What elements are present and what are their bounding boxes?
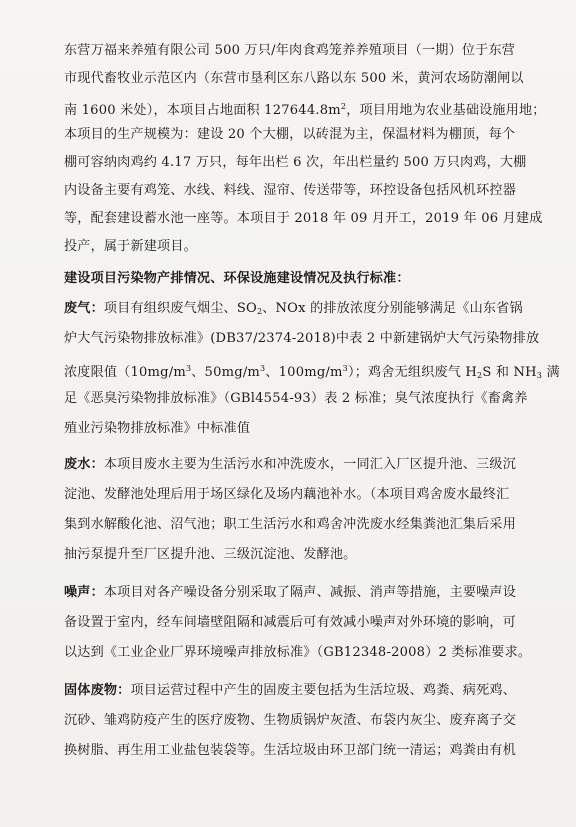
text-line [64,238,197,256]
text-line [64,456,516,474]
text-line [64,614,516,632]
text-run: 炉大气污染物排放标准》(DB37/2374-2018)中表 2 中新建锅炉大气污染物排放 [64,331,540,346]
text-run: 东营万福来养殖有限公司 500 万只/年肉食鸡笼养养殖项目（一期）位于东营 [64,43,516,58]
text-run: 本项目对各产噪设备分别采取了隔声、减振、消声等措施，主要噪声设 [103,585,516,600]
text-run: 换树脂、再生用工业盐包装袋等。生活垃圾由环卫部门统一清运；鸡粪由有机 [64,743,516,758]
text-run: 集到水解酸化池、沼气池；职工生活污水和鸡舍冲洗废水经集粪池汇集后采用 [64,517,516,532]
text-run: 3 [536,371,543,380]
text-run: 固体废物： [64,683,131,698]
text-line [64,390,528,408]
text-line [64,682,516,700]
text-run: 备设置于室内，经车间墙壁阻隔和减震后可有效减小噪声对外环境的影响，可 [64,615,516,630]
text-run: 南 1600 米处），本项目占地面积 127644.8m [64,103,341,118]
text-line [64,126,515,144]
text-run: 3 [342,364,348,373]
text-run: 2 [256,307,263,316]
text-run: 市现代畜牧业示范区内（东营市垦利区东八路以东 500 米，黄河农场防潮闸以 [64,71,524,86]
text-run: 抽污泵提升至厂区提升池、三级沉淀池、发酵池。 [64,547,357,562]
text-run: 淀池、发酵池处理后用于场区绿化及场内藕池补水。（本项目鸡舍废水最终汇 [64,487,510,502]
text-line [64,742,516,760]
text-line [64,546,356,564]
text-run: 足《恶臭污染物排放标准》（GBl4554-93）表 2 标准；臭气浓度执行《畜禽养 [64,391,528,406]
text-run: 、NOx 的排放浓度分别能够满足《山东省锅 [262,301,523,316]
text-run: 、100mg/m [265,365,343,380]
text-run: S 和 NH [482,365,537,380]
text-run: ）；鸡舍无组织废气 H [347,365,478,380]
text-line [64,210,543,228]
text-run: ，项目用地为农业基础设施用地； [346,103,546,118]
text-run: 噪声： [64,585,104,600]
text-run: 浓度限值（10mg/m [64,365,186,380]
text-line [64,712,516,730]
text-run: 2 [477,371,483,380]
text-line [64,70,524,88]
text-run: 2 [340,102,347,111]
text-run: 棚可容纳肉鸡约 4.17 万只，每年出栏 6 次，年出栏量约 500 万只肉鸡，大棚 [64,155,527,170]
text-run: 废水： [64,457,104,472]
text-run: 建设项目污染物产排情况、环保设施建设情况及执行标准： [64,271,410,286]
text-line [64,486,509,504]
text-line [64,330,539,348]
text-line [64,154,526,172]
text-run: 内设备主要有鸡笼、水线、料线、湿帘、传送带等，环控设备包括风机环控器 [64,183,516,198]
text-run: 等，配套建设蓄水池一座等。本项目于 2018 年 09 月开工，2019 年 06 月建成 [64,211,543,226]
text-run: 本项目废水主要为生活污水和冲洗废水，一同汇入厂区提升池、三级沉 [103,457,516,472]
text-run: 、50mg/m [191,365,261,380]
text-line [64,182,516,200]
text-run: 本项目的生产规模为：建设 20 个大棚，以砖混为主，保温材料为棚顶，每个 [64,127,516,142]
text-run: 项目有组织废气烟尘、SO [103,301,257,316]
text-run: 沉砂、雏鸡防疫产生的医疗废物、生物质锅炉灰渣、布袋内灰尘、废弃离子交 [64,713,516,728]
text-line [64,420,250,438]
text-run: 殖业污染物排放标准》中标准值 [64,421,251,436]
text-line [64,98,546,120]
text-run: 满 [542,365,560,380]
text-line [64,270,410,288]
text-line [64,584,516,602]
text-run: 项目运营过程中产生的固废主要包括为生活垃圾、鸡粪、病死鸡、 [130,683,516,698]
text-run: 投产，属于新建项目。 [64,239,197,254]
text-run: 废气： [64,301,104,316]
text-line [64,644,531,662]
text-line [64,300,523,321]
text-run: 3 [260,364,266,373]
text-run: 3 [185,364,192,373]
text-line [64,360,560,385]
text-run: 以达到《工业企业厂界环境噪声排放标准》（GB12348-2008）2 类标准要求。 [64,645,532,660]
text-line [64,516,516,534]
text-line [64,42,515,60]
